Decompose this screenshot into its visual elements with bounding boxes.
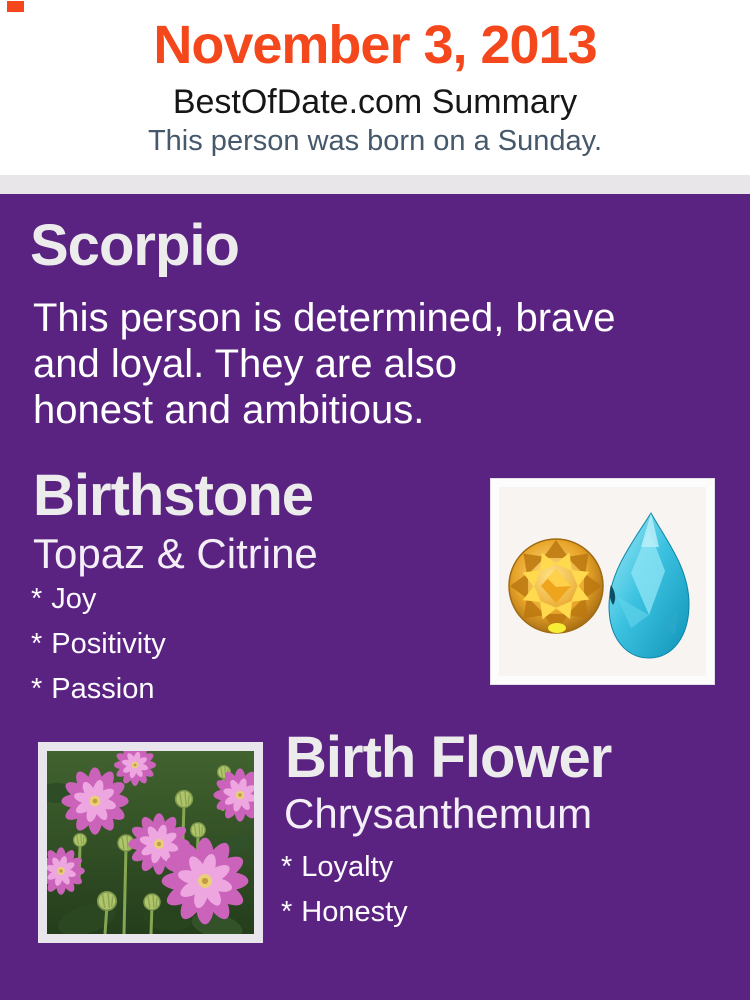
birth-flower-heading: Birth Flower: [285, 725, 612, 790]
zodiac-description-line: and loyal. They are also: [33, 342, 457, 386]
zodiac-description-line: This person is determined, brave: [33, 296, 616, 340]
chrysanthemum-image: [47, 751, 254, 934]
trait-item: [281, 898, 408, 927]
birthstone-heading: Birthstone: [33, 463, 313, 528]
trait-item: [281, 853, 408, 882]
trait-label: Joy: [51, 583, 97, 615]
zodiac-description-line: honest and ambitious.: [33, 388, 425, 432]
bullet-star: *: [281, 896, 293, 928]
trait-label: Honesty: [301, 896, 408, 928]
bullet-star: *: [31, 673, 43, 705]
trait-item: [31, 585, 166, 614]
born-day-subtitle: This person was born on a Sunday.: [147, 125, 603, 157]
trait-item: [31, 630, 166, 659]
birthstone-photo: [490, 478, 715, 685]
corner-mark: [7, 1, 24, 12]
bullet-star: *: [281, 851, 293, 883]
citrine-gem: [509, 539, 603, 633]
zodiac-description: [33, 295, 616, 433]
trait-item: [31, 675, 166, 704]
topaz-citrine-gems-image: [499, 487, 706, 676]
trait-label: Loyalty: [301, 851, 394, 883]
site-title: BestOfDate.com Summary: [172, 83, 578, 121]
divider-band: [0, 175, 750, 194]
birth-flower-traits-list: [281, 853, 408, 943]
birth-flower-name: Chrysanthemum: [284, 790, 593, 837]
zodiac-heading: Scorpio: [30, 213, 239, 278]
birthstone-name: Topaz & Citrine: [33, 530, 318, 577]
birth-flower-photo: [38, 742, 263, 943]
header: [0, 0, 750, 175]
trait-label: Passion: [51, 673, 155, 705]
bullet-star: *: [31, 583, 43, 615]
trait-label: Positivity: [51, 628, 166, 660]
date-title: November 3, 2013: [153, 15, 597, 75]
birthstone-traits-list: [31, 585, 166, 720]
bullet-star: *: [31, 628, 43, 660]
